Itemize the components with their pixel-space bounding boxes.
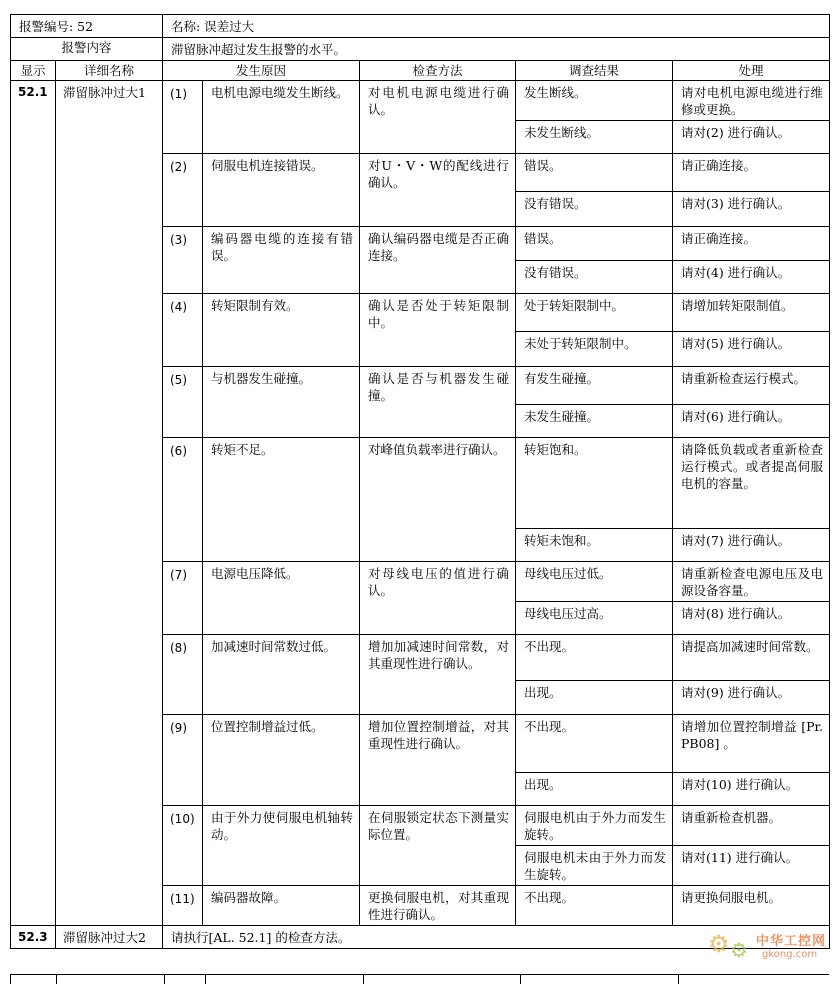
check-method: 增加加减速时间常数，对其重现性进行确认。 xyxy=(360,635,516,715)
action-text: 请对(6) 进行确认。 xyxy=(673,405,830,438)
cause-number: (2) xyxy=(163,154,203,227)
action-text: 请对(7) 进行确认。 xyxy=(673,529,830,562)
check-result: 转矩饱和。 xyxy=(516,438,673,529)
table-row xyxy=(11,81,830,121)
check-result: 处于转矩限制中。 xyxy=(516,294,673,332)
check-result: 出现。 xyxy=(516,681,673,715)
alarm-content-value: 滞留脉冲超过发生报警的水平。 xyxy=(163,38,830,61)
watermark-domain: gkong.com xyxy=(762,949,818,960)
alarm-number-row xyxy=(11,15,830,38)
action-text: 请正确连接。 xyxy=(673,227,830,261)
check-method: 对母线电压的值进行确认。 xyxy=(360,562,516,635)
check-result: 不出现。 xyxy=(516,886,673,926)
cause-number: (11) xyxy=(163,886,203,926)
cause-text: 转矩不足。 xyxy=(203,438,360,562)
action-text: 请对(4) 进行确认。 xyxy=(673,261,830,294)
action-text: 请增加位置控制增益 [Pr. PB08] 。 xyxy=(673,715,830,773)
action-text: 请对电机电源电缆进行维修或更换。 xyxy=(673,81,830,121)
check-result: 未发生断线。 xyxy=(516,121,673,154)
col-method: 检查方法 xyxy=(360,61,516,81)
cause-text: 位置控制增益过低。 xyxy=(203,715,360,806)
action-text: 请对(3) 进行确认。 xyxy=(673,192,830,227)
cause-text: 由于外力使伺服电机轴转动。 xyxy=(203,806,360,886)
check-result: 没有错误。 xyxy=(516,192,673,227)
check-result: 母线电压过高。 xyxy=(516,602,673,635)
cause-text: 与机器发生碰撞。 xyxy=(203,367,360,438)
col-result: 调查结果 xyxy=(516,61,673,81)
action-text: 请重新检查电源电压及电源设备容量。 xyxy=(673,562,830,602)
check-result: 未处于转矩限制中。 xyxy=(516,332,673,367)
check-method: 对峰值负载率进行确认。 xyxy=(360,438,516,562)
alarm-detail-name: 滞留脉冲过大1 xyxy=(56,81,163,926)
col-display: 显示 xyxy=(11,61,56,81)
check-result: 伺服电机由于外力而发生旋转。 xyxy=(516,806,673,846)
check-result: 转矩未饱和。 xyxy=(516,529,673,562)
alarm-content-label: 报警内容 xyxy=(11,38,163,61)
check-result: 出现。 xyxy=(516,773,673,806)
action-text: 请对(2) 进行确认。 xyxy=(673,121,830,154)
alarm-name-cell: 名称: 误差过大 xyxy=(163,15,830,38)
action-text: 请对(11) 进行确认。 xyxy=(673,846,830,886)
check-method: 确认是否处于转矩限制中。 xyxy=(360,294,516,367)
action-text: 请对(10) 进行确认。 xyxy=(673,773,830,806)
action-text: 请更换伺服电机。 xyxy=(673,886,830,926)
col-detail-name: 详细名称 xyxy=(56,61,163,81)
check-result: 错误。 xyxy=(516,227,673,261)
cause-number: (5) xyxy=(163,367,203,438)
check-result: 发生断线。 xyxy=(516,81,673,121)
column-header-row xyxy=(11,61,830,81)
action-text: 请重新检查运行模式。 xyxy=(673,367,830,405)
cause-number: (10) xyxy=(163,806,203,886)
alarm-table xyxy=(10,14,830,949)
gear-icon: ⚙ xyxy=(708,930,730,958)
check-method: 更换伺服电机，对其重现性进行确认。 xyxy=(360,886,516,926)
check-result: 母线电压过低。 xyxy=(516,562,673,602)
alarm-code: 52.1 xyxy=(11,81,56,926)
check-result: 错误。 xyxy=(516,154,673,192)
cause-number: (7) xyxy=(163,562,203,635)
gear-icon: ⚙ xyxy=(730,938,748,962)
check-method: 对U・V・W的配线进行确认。 xyxy=(360,154,516,227)
col-action: 处理 xyxy=(673,61,830,81)
action-text: 请重新检查机器。 xyxy=(673,806,830,846)
watermark-text: 中华工控网 xyxy=(756,934,827,949)
check-method: 确认是否与机器发生碰撞。 xyxy=(360,367,516,438)
alarm-code: 52.3 xyxy=(11,926,56,949)
alarm-instruction: 请执行[AL. 52.1] 的检查方法。 xyxy=(163,926,830,949)
cause-text: 加减速时间常数过低。 xyxy=(203,635,360,715)
action-text: 请增加转矩限制值。 xyxy=(673,294,830,332)
action-text: 请正确连接。 xyxy=(673,154,830,192)
check-result: 伺服电机未由于外力而发生旋转。 xyxy=(516,846,673,886)
cause-number: (4) xyxy=(163,294,203,367)
check-method: 确认编码器电缆是否正确连接。 xyxy=(360,227,516,294)
check-result: 没有错误。 xyxy=(516,261,673,294)
action-text: 请对(5) 进行确认。 xyxy=(673,332,830,367)
action-text: 请对(8) 进行确认。 xyxy=(673,602,830,635)
alarm-content-row xyxy=(11,38,830,61)
check-method: 在伺服锁定状态下测量实际位置。 xyxy=(360,806,516,886)
action-text: 请降低负载或者重新检查运行模式。或者提高伺服电机的容量。 xyxy=(673,438,830,529)
cause-text: 电源电压降低。 xyxy=(203,562,360,635)
check-result: 不出现。 xyxy=(516,715,673,773)
cause-number: (1) xyxy=(163,81,203,154)
cause-text: 电机电源电缆发生断线。 xyxy=(203,81,360,154)
cause-text: 编码器故障。 xyxy=(203,886,360,926)
check-result: 未发生碰撞。 xyxy=(516,405,673,438)
action-text: 请对(9) 进行确认。 xyxy=(673,681,830,715)
alarm-detail-name: 滞留脉冲过大2 xyxy=(56,926,163,949)
cause-text: 伺服电机连接错误。 xyxy=(203,154,360,227)
check-result: 不出现。 xyxy=(516,635,673,681)
watermark-logo xyxy=(704,926,830,970)
check-result: 有发生碰撞。 xyxy=(516,367,673,405)
alarm-number-cell: 报警编号: 52 xyxy=(11,15,163,38)
cause-text: 编码器电缆的连接有错误。 xyxy=(203,227,360,294)
cause-number: (6) xyxy=(163,438,203,562)
cause-number: (9) xyxy=(163,715,203,806)
check-method: 对电机电源电缆进行确认。 xyxy=(360,81,516,154)
next-row-fragment xyxy=(10,974,829,984)
action-text: 请提高加减速时间常数。 xyxy=(673,635,830,681)
check-method: 增加位置控制增益，对其重现性进行确认。 xyxy=(360,715,516,806)
cause-number: (8) xyxy=(163,635,203,715)
cause-number: (3) xyxy=(163,227,203,294)
cause-text: 转矩限制有效。 xyxy=(203,294,360,367)
col-cause: 发生原因 xyxy=(163,61,360,81)
